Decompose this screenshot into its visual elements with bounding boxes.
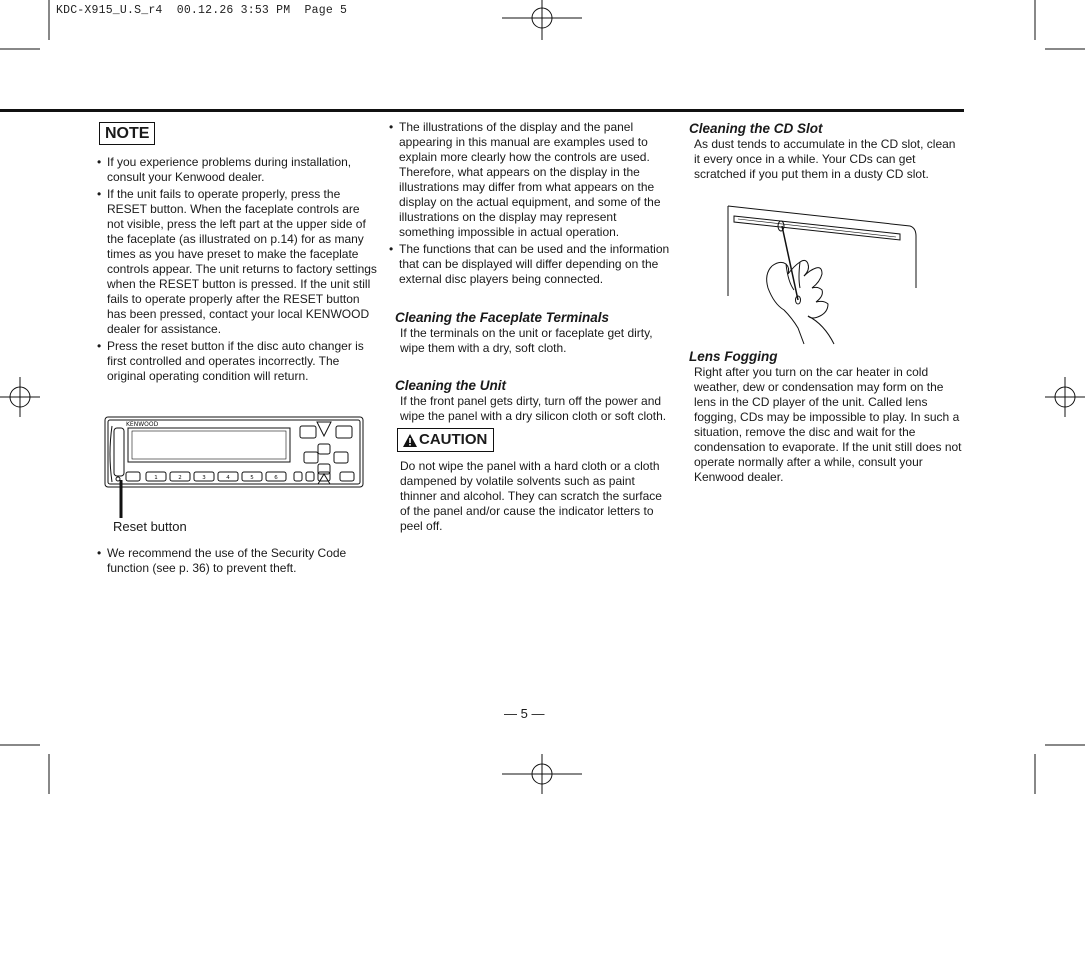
printer-slug: KDC-X915_U.S_r4 00.12.26 3:53 PM Page 5 [56, 4, 348, 17]
reset-button-label: Reset button [113, 519, 187, 534]
note-list [97, 155, 379, 384]
text-caution: Do not wipe the panel with a hard cloth or a cloth dampened by volatile solvents such as paint thinner and alcohol. They can scratch the surface of the panel and/or cause the indicator letters to peel off. [400, 459, 662, 533]
text-lens-fogging: Right after you turn on the car heater in cold weather, dew or condensation may form on the lens in the CD player of the unit. Called lens fogging, CDs may be impossible to play. In such a situation, remove the disc and wait for the condensation to evaporate. If the unit still does not operate normally after a while, consult your Kenwood dealer. [694, 365, 962, 484]
text-cd-slot: As dust tends to accumulate in the CD slot, clean it every once in a while. Your CDs can get scratched if you put them in a dusty CD slot. [694, 137, 956, 181]
text-faceplate-terminals: If the terminals on the unit or faceplate get dirty, wipe them with a dry, soft cloth. [400, 326, 653, 355]
preset-1-label: 1 [154, 475, 158, 481]
list-item: • If the unit fails to operate properly, press the RESET button. When the faceplate controls are not visible, press the left part at the upper side of the faceplate (as illustrated on p.14) for as many times as you have preset to make the faceplate controls appear. The unit returns to factory settings when the RESET button is pressed. If the unit still fails to operate properly after the RESET button has been pressed, contact your local KENWOOD dealer for assistance. [97, 187, 377, 336]
warning-icon [403, 434, 417, 447]
page-number: — 5 — [504, 706, 545, 721]
preset-6-label: 6 [274, 475, 278, 481]
preset-3-label: 3 [202, 475, 206, 481]
security-note [97, 546, 379, 578]
heading-faceplate-terminals: Cleaning the Faceplate Terminals [395, 310, 610, 325]
preset-4-label: 4 [226, 475, 230, 481]
preset-2-label: 2 [178, 475, 182, 481]
caution-label: CAUTION [397, 428, 494, 452]
text-cleaning-unit: If the front panel gets dirty, turn off the power and wipe the panel with a dry silicon cloth or soft cloth. [400, 394, 667, 423]
list-item: • Press the reset button if the disc auto changer is first controlled and operates incorrectly. The original operating condition will return. [97, 339, 364, 383]
list-item: • The functions that can be used and the information that can be displayed will differ depending on the external disc players being connected. [389, 242, 670, 286]
list-item: • We recommend the use of the Security Code function (see p. 36) to prevent theft. [97, 546, 347, 575]
heading-lens-fogging: Lens Fogging [689, 349, 778, 364]
heading-cd-slot: Cleaning the CD Slot [689, 121, 823, 136]
cd-slot-cleaning-illustration [724, 204, 920, 346]
list-item: • The illustrations of the display and the panel appearing in this manual are examples used to explain more clearly how the controls are used. Therefore, what appears on the display in the illustrations may differ from what appears on the display on the actual equipment, and some of the illustrations on the display may represent something impossible in actual operation. [389, 120, 661, 239]
note-label: NOTE [99, 122, 155, 145]
faceplate-brand: KENWOOD [126, 421, 159, 428]
preset-5-label: 5 [250, 475, 254, 481]
list-item: • If you experience problems during installation, consult your Kenwood dealer. [97, 155, 352, 184]
column-notes [97, 122, 379, 386]
faceplate-illustration [104, 414, 366, 524]
illustration-notes [389, 120, 671, 287]
column-cleaning [389, 120, 671, 534]
header-rule [0, 109, 964, 112]
heading-cleaning-unit: Cleaning the Unit [395, 378, 506, 393]
